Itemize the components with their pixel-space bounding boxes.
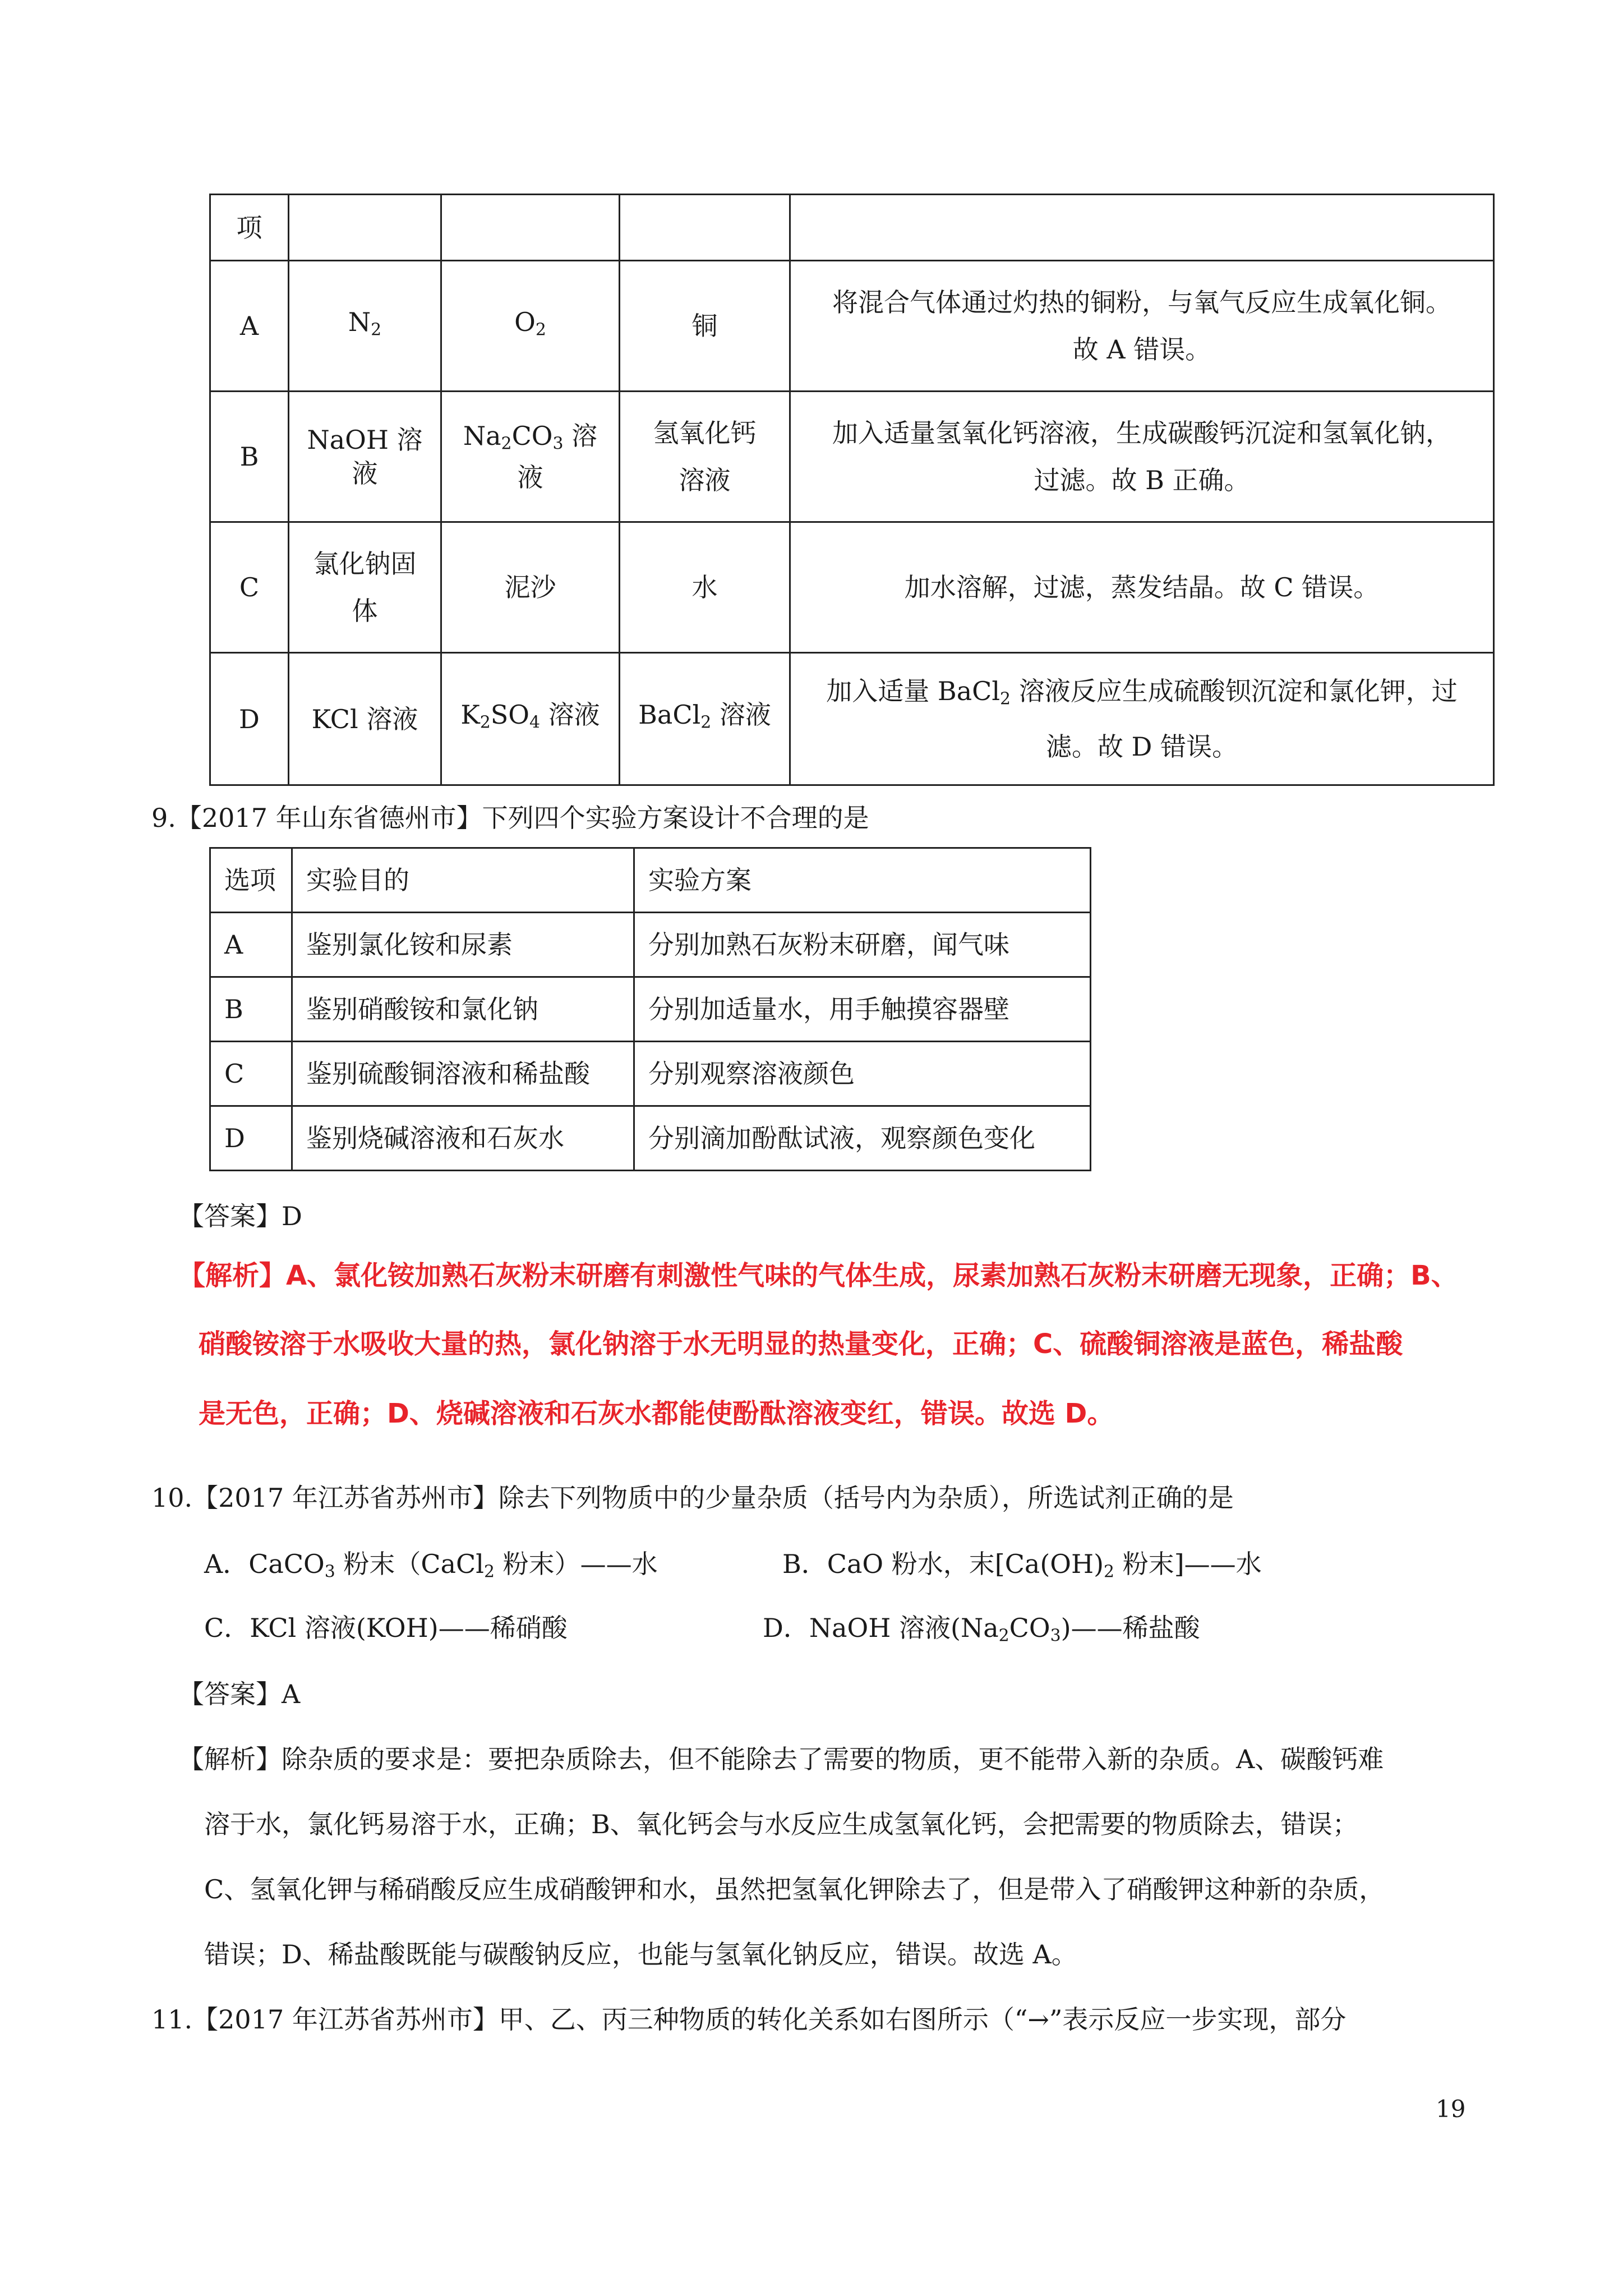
table-cell: 分别观察溶液颜色 bbox=[634, 1042, 1091, 1106]
question-9-table bbox=[209, 847, 1091, 1171]
question-10-title: 10.【2017 年江苏省苏州市】除去下列物质中的少量杂质（括号内为杂质），所选试剂正确的是 bbox=[151, 1483, 1234, 1513]
table-cell: A bbox=[210, 913, 292, 977]
impurity-removal-table bbox=[209, 194, 1495, 786]
option-d: D．NaOH 溶液$(Na_2CO_3)——$稀盐酸 bbox=[763, 1613, 1200, 1646]
option-c: C．KCl 溶液(KOH)——稀硝酸 bbox=[204, 1613, 568, 1643]
question-9-analysis: 【解析】A、氯化铵加熟石灰粉末研磨有刺激性气味的气体生成，尿素加熟石灰粉末研磨无现象，正确；B、 bbox=[178, 1260, 1458, 1291]
question-10-analysis: 【解析】除杂质的要求是：要把杂质除去，但不能除去了需要的物质，更不能带入新的杂质。A、碳酸钙难 bbox=[178, 1744, 1384, 1774]
option-cell: D bbox=[210, 653, 289, 785]
table-cell: 鉴别烧碱溶液和石灰水 bbox=[292, 1106, 634, 1171]
table-row bbox=[210, 977, 1091, 1042]
substance-cell: KCl 溶液 bbox=[289, 653, 441, 785]
column-header: 实验目的 bbox=[292, 848, 634, 913]
impurity-cell: $Na_2CO_3$ 溶液 bbox=[441, 392, 620, 522]
option-b: B．CaO 粉水，末[$Ca(OH)_2$ 粉末]——水 bbox=[782, 1549, 1262, 1582]
table-row bbox=[210, 913, 1091, 977]
table-cell: D bbox=[210, 1106, 292, 1171]
table-cell bbox=[441, 195, 620, 261]
table-cell bbox=[790, 195, 1494, 261]
question-9-answer: 【答案】D bbox=[178, 1201, 302, 1231]
table-row bbox=[210, 1106, 1091, 1171]
table-row bbox=[210, 1042, 1091, 1106]
reagent-cell: 铜 bbox=[620, 261, 790, 392]
table-cell: C bbox=[210, 1042, 292, 1106]
table-cell: 鉴别硝酸铵和氯化钠 bbox=[292, 977, 634, 1042]
question-10-analysis-line: 溶于水，氯化钙易溶于水，正确；B、氧化钙会与水反应生成氢氧化钙，会把需要的物质除去，错误； bbox=[204, 1809, 1358, 1839]
explanation-cell: 加入适量 BaCl$_2$ 溶液反应生成硫酸钡沉淀和氯化钾，过 滤。故 D 错误。 bbox=[790, 653, 1494, 785]
question-10-analysis-line: C、氢氧化钾与稀硝酸反应生成硝酸钾和水，虽然把氢氧化钾除去了，但是带入了硝酸钾这种新的杂质， bbox=[204, 1874, 1385, 1904]
table-cell: 分别加适量水，用手触摸容器壁 bbox=[634, 977, 1091, 1042]
impurity-cell: $O_2$ bbox=[441, 261, 620, 392]
question-11-title: 11.【2017 年江苏省苏州市】甲、乙、丙三种物质的转化关系如右图所示（“→”表示反应一步实现，部分 bbox=[151, 2004, 1347, 2035]
reagent-cell: 水 bbox=[620, 522, 790, 653]
explanation-cell: 加水溶解，过滤，蒸发结晶。故 C 错误。 bbox=[790, 522, 1494, 653]
column-header: 选项 bbox=[210, 848, 292, 913]
option-a: A．CaCO$_3$ 粉末（CaCl$_2$ 粉末）——水 bbox=[204, 1549, 658, 1582]
option-cell: B bbox=[210, 392, 289, 522]
table-row bbox=[210, 522, 1494, 653]
impurity-cell: $K_2SO_4$ 溶液 bbox=[441, 653, 620, 785]
substance-cell: $N_2$ bbox=[289, 261, 441, 392]
table-cell bbox=[289, 195, 441, 261]
substance-cell: 氯化钠固 体 bbox=[289, 522, 441, 653]
question-10-analysis-line: 错误；D、稀盐酸既能与碳酸钠反应，也能与氢氧化钠反应，错误。故选 A。 bbox=[204, 1939, 1077, 1970]
option-cell: A bbox=[210, 261, 289, 392]
impurity-cell: 泥沙 bbox=[441, 522, 620, 653]
table-row bbox=[210, 195, 1494, 261]
substance-cell: NaOH 溶液 bbox=[289, 392, 441, 522]
question-10-answer: 【答案】A bbox=[178, 1679, 301, 1709]
table-row bbox=[210, 392, 1494, 522]
column-header: 实验方案 bbox=[634, 848, 1091, 913]
table-cell: 分别加熟石灰粉末研磨，闻气味 bbox=[634, 913, 1091, 977]
option-cell: C bbox=[210, 522, 289, 653]
explanation-cell: 加入适量氢氧化钙溶液，生成碳酸钙沉淀和氢氧化钠， 过滤。故 B 正确。 bbox=[790, 392, 1494, 522]
reagent-cell: 氢氧化钙 溶液 bbox=[620, 392, 790, 522]
question-9-analysis-line: 硝酸铵溶于水吸收大量的热，氯化钠溶于水无明显的热量变化，正确；C、硫酸铜溶液是蓝色，稀盐酸 bbox=[199, 1328, 1403, 1360]
table-cell: B bbox=[210, 977, 292, 1042]
reagent-cell: BaCl$_2$ 溶液 bbox=[620, 653, 790, 785]
table-header-row bbox=[210, 848, 1091, 913]
table-cell: 分别滴加酚酞试液，观察颜色变化 bbox=[634, 1106, 1091, 1171]
page-number: 19 bbox=[1436, 2095, 1466, 2123]
explanation-cell: 将混合气体通过灼热的铜粉，与氧气反应生成氧化铜。 故 A 错误。 bbox=[790, 261, 1494, 392]
question-9-title: 9.【2017 年山东省德州市】下列四个实验方案设计不合理的是 bbox=[151, 803, 869, 833]
table-cell: 鉴别氯化铵和尿素 bbox=[292, 913, 634, 977]
table-cell bbox=[620, 195, 790, 261]
question-9-analysis-line: 是无色，正确；D、烧碱溶液和石灰水都能使酚酞溶液变红，错误。故选 D。 bbox=[199, 1398, 1114, 1429]
table-cell: 鉴别硫酸铜溶液和稀盐酸 bbox=[292, 1042, 634, 1106]
table-row bbox=[210, 653, 1494, 785]
table-row bbox=[210, 261, 1494, 392]
table-cell: 项 bbox=[210, 195, 289, 261]
